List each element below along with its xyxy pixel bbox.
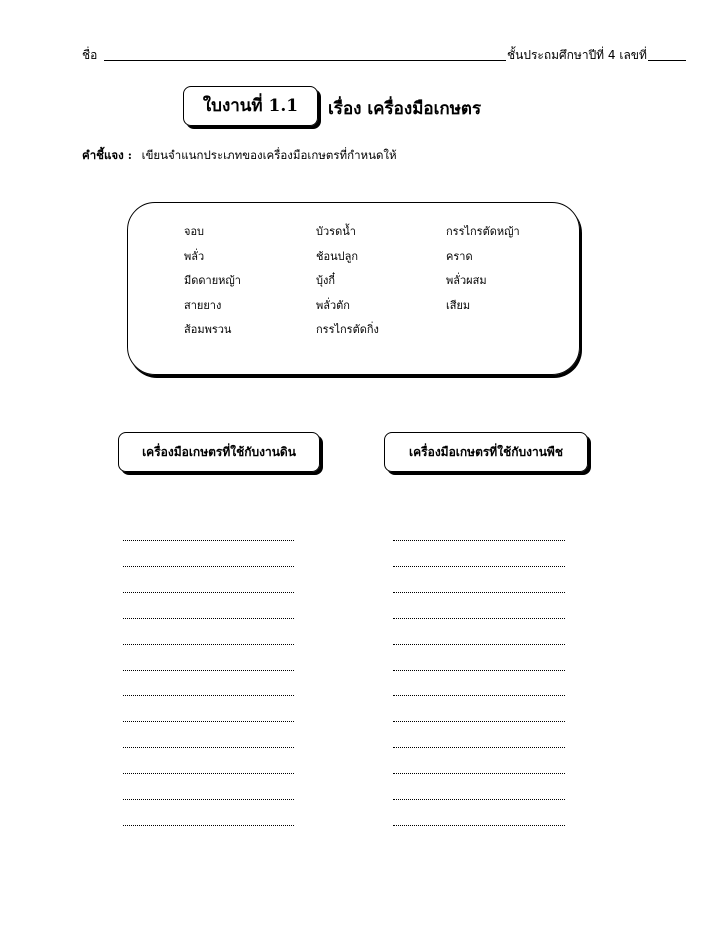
soil-category-box bbox=[118, 432, 320, 472]
plant-answer-line[interactable] bbox=[393, 566, 565, 567]
word-bank-item: มีดดายหญ้า bbox=[184, 274, 241, 287]
word-bank-item: ช้อนปลูก bbox=[316, 249, 358, 263]
instruction bbox=[82, 147, 397, 165]
word-bank-item: สายยาง bbox=[184, 298, 222, 312]
name-label: ชื่อ bbox=[82, 48, 98, 62]
soil-answer-line[interactable] bbox=[123, 618, 294, 619]
word-bank-item: บุ้งกี๋ bbox=[316, 274, 336, 287]
plant-category-box bbox=[384, 432, 588, 472]
soil-answer-line[interactable] bbox=[123, 644, 294, 645]
plant-answer-line[interactable] bbox=[393, 670, 565, 671]
plant-category-label: เครื่องมือเกษตรที่ใช้กับงานพืช bbox=[409, 445, 563, 459]
soil-answer-line[interactable] bbox=[123, 747, 294, 748]
word-bank-item: กรรไกรตัดหญ้า bbox=[446, 225, 520, 238]
plant-answer-line[interactable] bbox=[393, 747, 565, 748]
plant-answer-line[interactable] bbox=[393, 825, 565, 826]
soil-answer-line[interactable] bbox=[123, 566, 294, 567]
number-blank-line[interactable] bbox=[648, 60, 686, 61]
word-bank-item: ส้อมพรวน bbox=[184, 323, 232, 336]
word-bank-item: เสียม bbox=[446, 298, 471, 312]
plant-answer-line[interactable] bbox=[393, 799, 565, 800]
worksheet-number-box bbox=[183, 86, 318, 126]
soil-answer-line[interactable] bbox=[123, 592, 294, 593]
word-bank-item: พลั่วตัก bbox=[316, 298, 350, 312]
plant-answer-line[interactable] bbox=[393, 773, 565, 774]
instruction-text: เขียนจำแนกประเภทของเครื่องมือเกษตรที่กำหนดให้ bbox=[141, 148, 397, 162]
soil-answer-line[interactable] bbox=[123, 670, 294, 671]
soil-answer-line[interactable] bbox=[123, 695, 294, 696]
plant-answer-line[interactable] bbox=[393, 644, 565, 645]
plant-answer-line[interactable] bbox=[393, 540, 565, 541]
name-blank-line[interactable] bbox=[104, 60, 506, 61]
plant-answer-line[interactable] bbox=[393, 592, 565, 593]
word-bank-item: พลั่ว bbox=[184, 249, 205, 263]
worksheet-subject-title: เรื่อง เครื่องมือเกษตร bbox=[328, 99, 482, 119]
word-bank-item: จอบ bbox=[184, 225, 205, 238]
word-bank-item: กรรไกรตัดกิ่ง bbox=[316, 323, 379, 336]
soil-answer-line[interactable] bbox=[123, 721, 294, 722]
worksheet-number-label: ใบงานที่ 1.1 bbox=[202, 96, 299, 116]
plant-answer-line[interactable] bbox=[393, 618, 565, 619]
soil-answer-line[interactable] bbox=[123, 773, 294, 774]
word-bank-item: พลั่วผสม bbox=[446, 274, 487, 287]
soil-answer-line[interactable] bbox=[123, 825, 294, 826]
instruction-label: คำชี้แจง : bbox=[82, 148, 132, 162]
soil-answer-line[interactable] bbox=[123, 799, 294, 800]
plant-answer-line[interactable] bbox=[393, 695, 565, 696]
soil-answer-line[interactable] bbox=[123, 540, 294, 541]
grade-number-label: ชั้นประถมศึกษาปีที่ 4 เลขที่ bbox=[507, 48, 647, 62]
word-bank-item: บัวรดน้ำ bbox=[316, 225, 356, 238]
word-bank-item: คราด bbox=[446, 249, 473, 263]
plant-answer-line[interactable] bbox=[393, 721, 565, 722]
soil-category-label: เครื่องมือเกษตรที่ใช้กับงานดิน bbox=[142, 445, 296, 459]
